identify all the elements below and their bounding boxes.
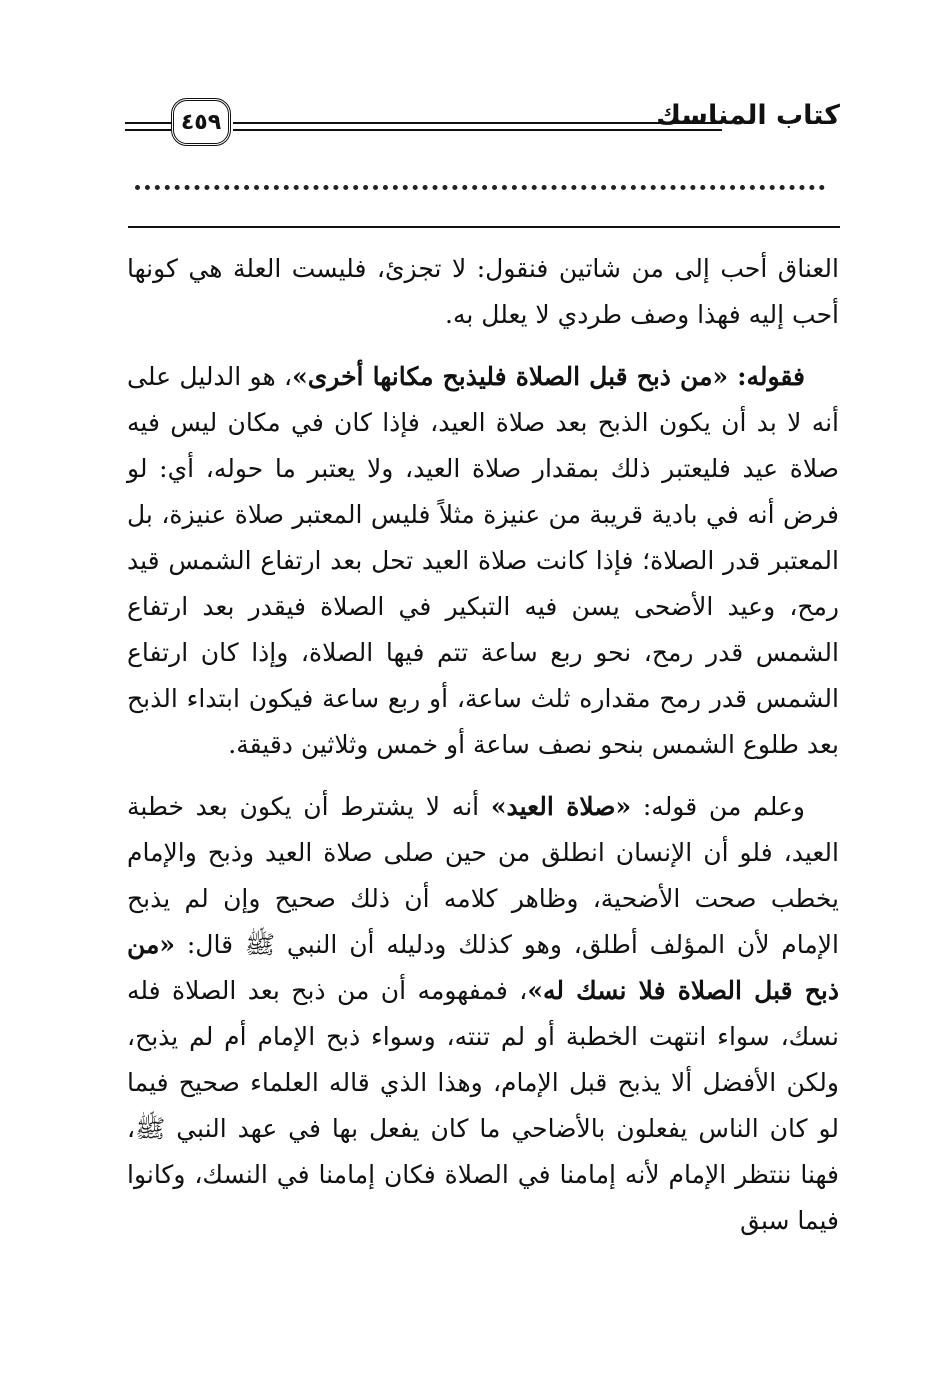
hadith-quote: فقوله: «من ذبح قبل الصلاة فليذبح مكانها أخرى» [292,362,805,391]
paragraph-3-text-a: وعلم من قوله: [631,792,805,821]
paragraph-3 [127,784,839,1244]
dotted-separator [135,180,825,190]
page-body [127,246,839,1244]
paragraph-2-text: ، هو الدليل على أنه لا بد أن يكون الذبح بعد صلاة العيد، فإذا كان في مكان ليس فيه صلاة عيد فليعتبر ذلك بمقدار صلاة العيد، ولا يعتبر ما حوله، أي: لو فرض أنه في بادية قريبة من عنيزة مثلاً فليس المعتبر صلاة عنيزة، بل المعتبر قدر الصلاة؛ فإذا كانت صلاة العيد تحل بعد ارتفاع الشمس قيد رمح، وعيد الأضحى يسن فيه التبكير في الصلاة فيقدر بعد ارتفاع الشمس قدر رمح، نحو ربع ساعة تتم فيها الصلاة، وإذا كان ارتفاع الشمس قدر رمح مقداره ثلث ساعة، أو ربع ساعة فيكون ابتداء الذبح بعد طلوع الشمس بنحو نصف ساعة أو خمس وثلاثين دقيقة. [127,362,839,759]
paragraph-3-text-c: ، فمفهومه أن من ذبح بعد الصلاة فله نسك، سواء انتهت الخطبة أو لم تنته، وسواء ذبح الإمام أم لم يذبح، ولكن الأفضل ألا يذبح قبل الإمام، وهذا الذي قاله العلماء صحيح فيما لو كان الناس يفعلون بالأضاحي ما كان يفعل بها في عهد النبي ﷺ، فهنا ننتظر الإمام لأنه إمامنا في الصلاة فكان إمامنا في النسك، وكانوا فيما سبق [127,976,839,1235]
paragraph-1-text: العناق أحب إلى من شاتين فنقول: لا تجزئ، فليست العلة هي كونها أحب إليه فهذا وصف طردي لا يعلل به. [127,254,839,329]
paragraph-3-text-b: أنه لا يشترط أن يكون بعد خطبة العيد، فلو أن الإنسان انطلق من حين صلى صلاة العيد وذبح والإمام يخطب صحت الأضحية، وظاهر كلامه أن ذلك صحيح وإن لم يذبح الإمام لأن المؤلف أطلق، وهو كذلك ودليله أن النبي ﷺ قال: [127,792,839,959]
footnote-separator-rule [128,226,840,228]
page-header [125,92,840,150]
eid-prayer-quote: «صلاة العيد» [490,792,632,821]
header-double-rule-left [125,122,171,131]
header-double-rule [233,122,722,131]
chapter-title: كتاب المناسك [656,100,840,131]
paragraph-1 [127,246,839,338]
hadith-quote-2: «من ذبح قبل الصلاة فلا نسك له» [127,930,839,1005]
page-number: ٤٥٩ [171,98,231,146]
paragraph-2 [127,354,839,768]
